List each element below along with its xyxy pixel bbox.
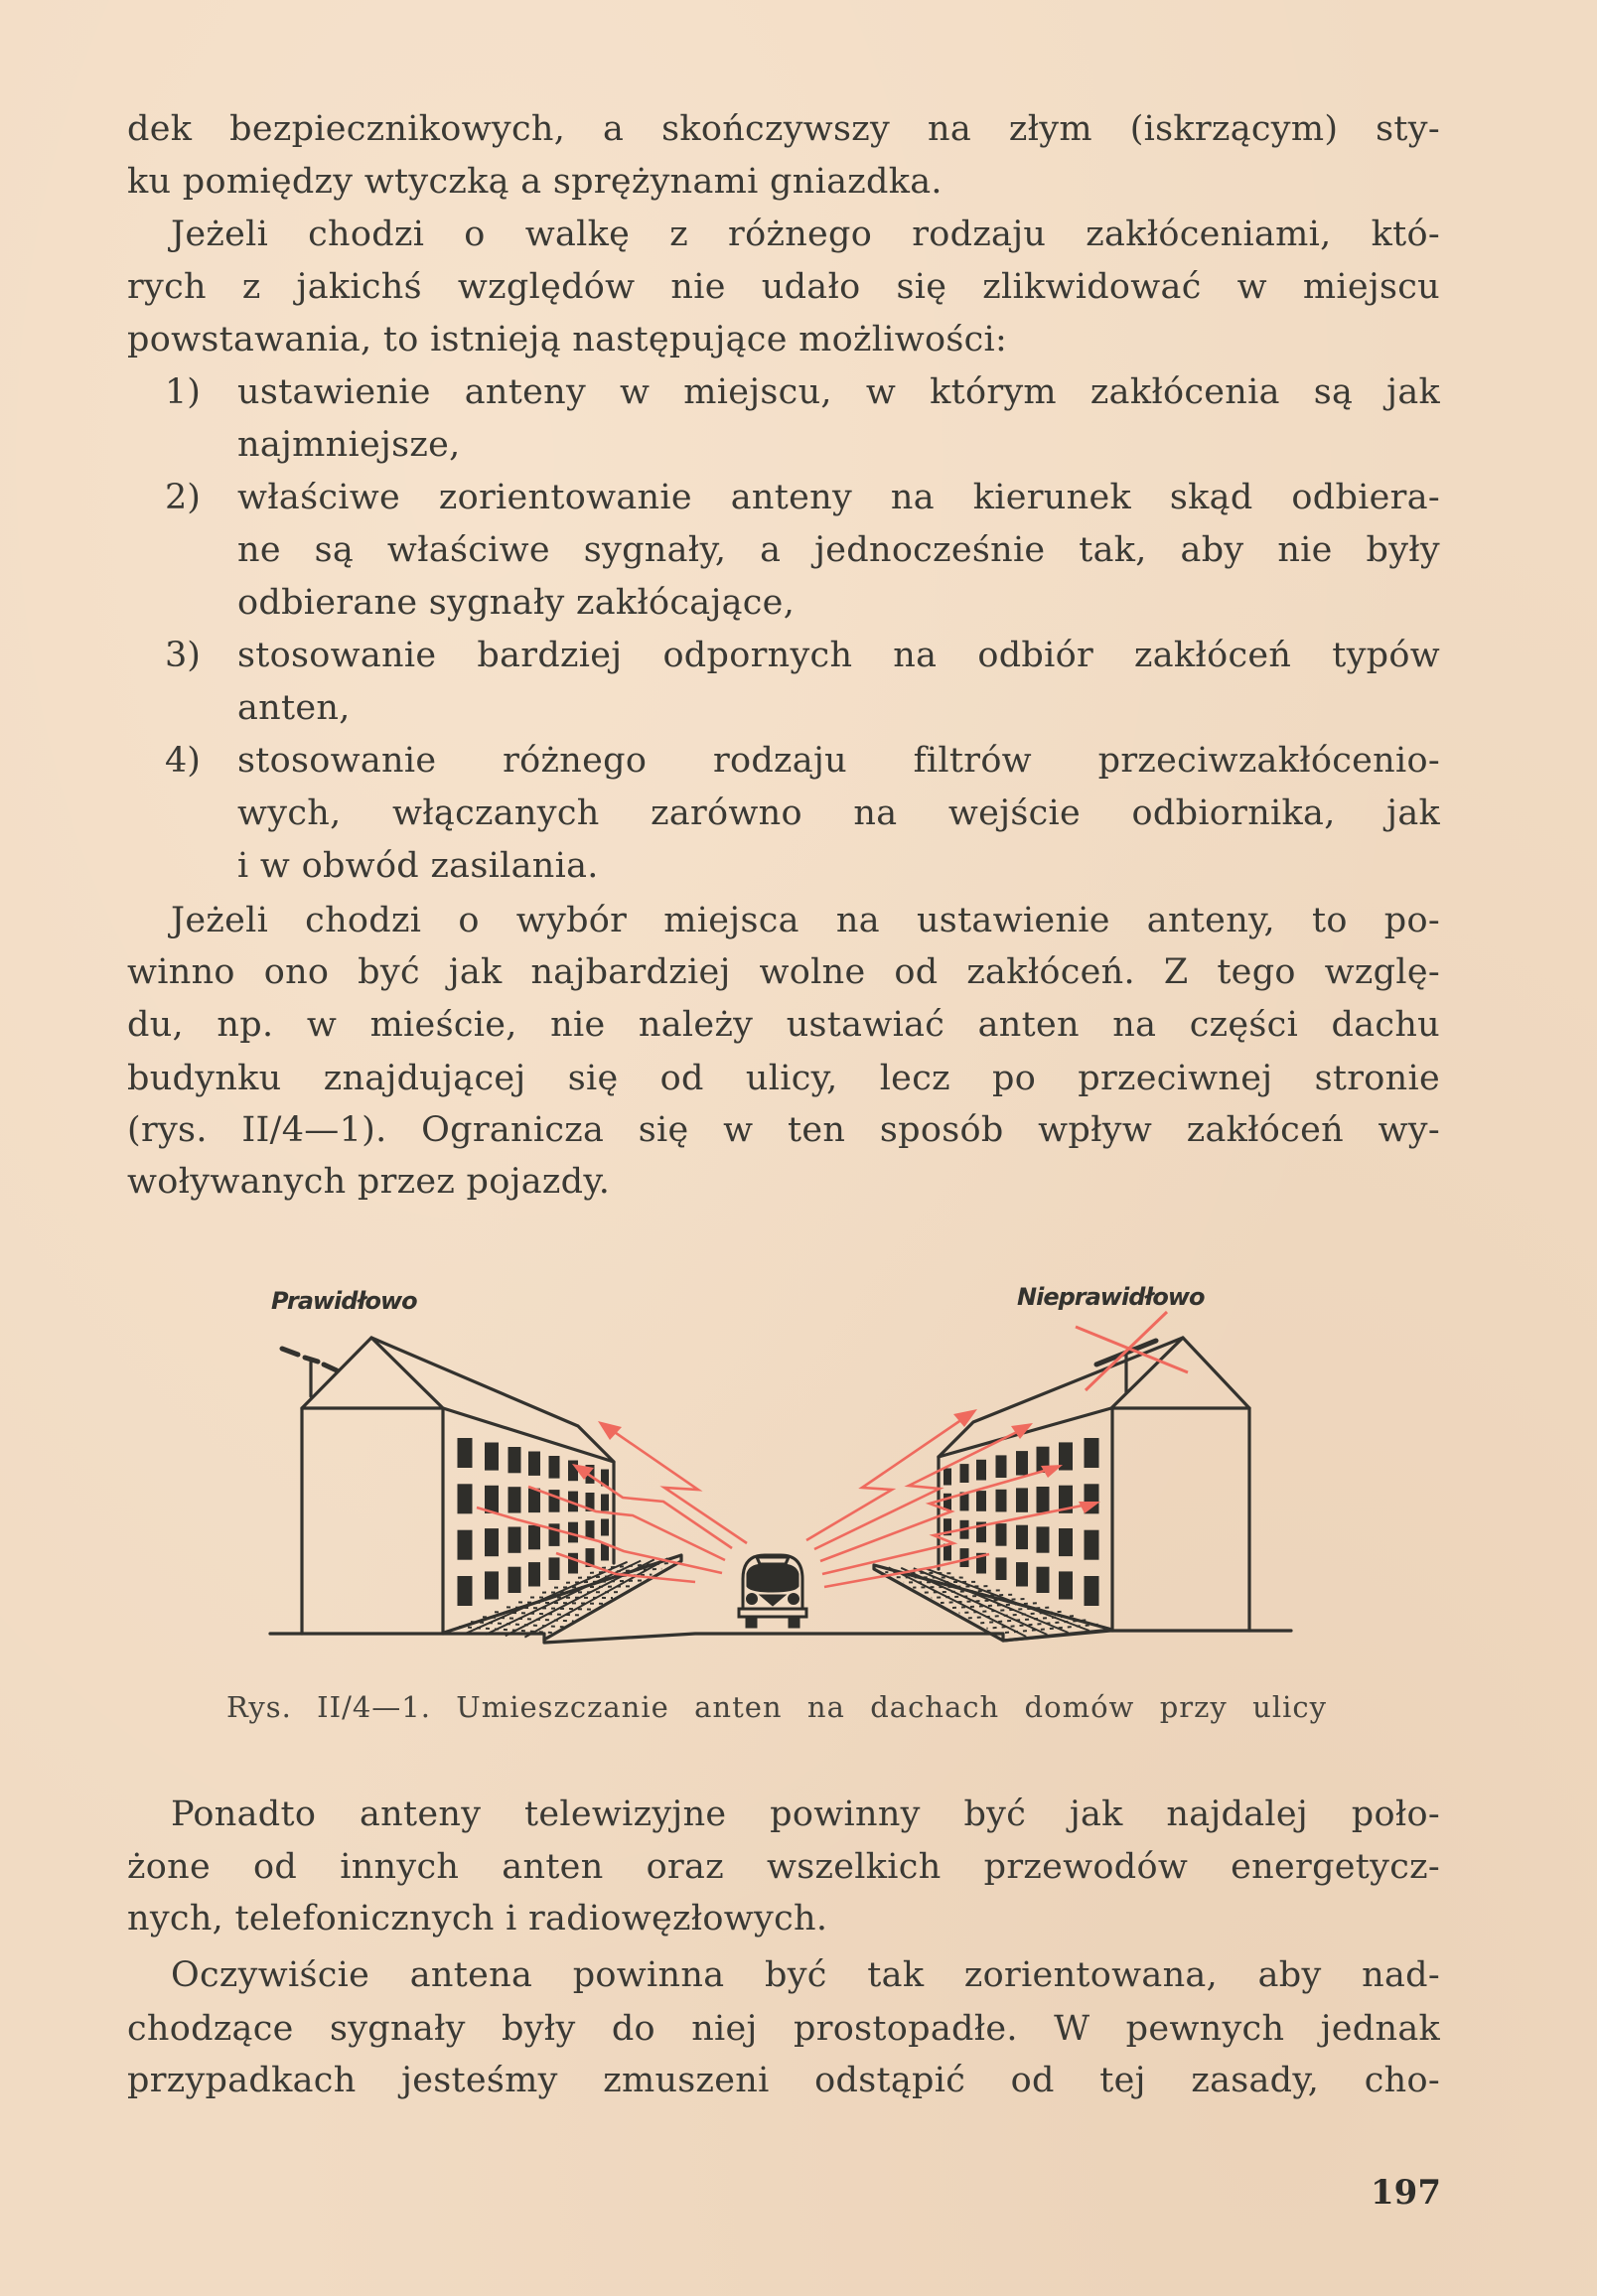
window [1085,1530,1099,1560]
text-line: budynku znajdującej się od ulicy, lecz po przeciwnej stronie [127,1059,1440,1098]
text-line: ku pomiędzy wtyczką a sprężynami gniazdka. [127,162,943,202]
cobble-col [554,1586,633,1587]
window [549,1490,560,1512]
list-item-line: i w obwód zasilania. [237,846,599,886]
window [528,1489,540,1512]
list-item-line: wych, włączanych zarówno na wejście odbiornika, jak [237,793,1440,833]
window [568,1553,578,1574]
window [549,1523,560,1546]
paragraph-first-line: Oczywiście antena powinna być tak zorientowana, aby nad- [171,1955,1440,1995]
ground-line [270,1631,1291,1643]
text-line: winno ono być jak najbardziej wolne od zakłóceń. Z tego wzglę- [127,952,1440,992]
window [996,1523,1007,1546]
text-line: powstawania, to istnieją następujące możliwości: [127,320,1008,359]
text-line: nych, telefonicznych i radiowęzłowych. [127,1899,828,1938]
window [960,1464,969,1483]
text-line: rych z jakichś względów nie udało się zlikwidować w miejscu [127,267,1440,307]
window [485,1571,499,1599]
page-number: 197 [1371,2173,1441,2213]
window [485,1528,499,1556]
window [1059,1571,1073,1599]
window [458,1484,473,1513]
list-item-line: właściwe zorientowanie anteny na kierunek skąd odbiera- [237,478,1440,517]
window [508,1567,521,1593]
window [528,1525,540,1549]
window [996,1557,1007,1580]
window [485,1443,499,1471]
list-number: 4) [165,741,201,781]
cobble-col [530,1598,613,1599]
text-line: żone od innych anten oraz wszelkich przewodów energetycz- [127,1847,1440,1887]
window [458,1576,473,1606]
window [508,1447,521,1473]
list-item-line: ne są właściwe sygnały, a jednocześnie tak, aby nie były [237,530,1440,570]
window [996,1455,1007,1478]
window [1016,1451,1028,1475]
window [601,1519,609,1536]
text-line: przypadkach jesteśmy zmuszeni odstąpić od tej zasady, cho- [127,2061,1440,2100]
window [976,1491,986,1511]
window [601,1544,609,1561]
window [976,1460,986,1481]
window [601,1495,609,1511]
paragraph-first-line: Jeżeli chodzi o walkę z różnego rodzaju zakłóceniami, któ- [171,215,1440,254]
window [1037,1487,1050,1512]
text-line: du, np. w mieście, nie należy ustawiać anten na części dachu [127,1005,1440,1045]
text-line: dek bezpiecznikowych, a skończywszy na złym (iskrzącym) sty- [127,109,1440,149]
window [1085,1438,1099,1468]
list-number: 2) [165,478,201,517]
window [1016,1488,1028,1511]
list-item-line: najmniejsze, [237,425,461,465]
window [944,1469,951,1486]
window [1016,1525,1028,1549]
window [458,1438,473,1468]
list-item-line: stosowanie bardziej odpornych na odbiór zakłóceń typów [237,636,1440,675]
list-item-line: stosowanie różnego rodzaju filtrów przeciwzakłócenio- [237,741,1440,781]
figure-caption: Rys. II/4—1. Umieszczanie anten na dachach domów przy ulicy [226,1690,1327,1724]
cobble-col [904,1582,975,1583]
label-incorrect: Nieprawidłowo [1017,1283,1205,1311]
window [528,1452,540,1476]
signal-ray-icon [477,1312,1188,1587]
text-line: woływanych przez pojazdy. [127,1162,611,1202]
window [1085,1576,1099,1606]
paragraph-first-line: Jeżeli chodzi o wybór miejsca na ustawienie anteny, to po- [171,901,1440,940]
window [1037,1567,1050,1593]
list-item-line: ustawienie anteny w miejscu, w którym zakłócenia są jak [237,372,1440,412]
text-line: (rys. II/4—1). Ogranicza się w ten sposób wpływ zakłóceń wy- [127,1110,1440,1150]
arrowhead [598,1421,622,1440]
label-correct: Prawidłowo [271,1287,417,1315]
window [508,1527,521,1553]
antenna-icon [282,1349,337,1396]
window [586,1520,595,1539]
window [1059,1528,1073,1556]
list-item-line: odbierane sygnały zakłócające, [237,583,796,623]
text-line: chodzące sygnały były do niej prostopadłe. W pewnych jednak [127,2009,1440,2049]
window [1037,1526,1050,1552]
window [528,1562,540,1586]
window [1016,1562,1028,1586]
cobble-col [566,1580,643,1582]
car-icon [739,1555,806,1627]
arrowhead [1041,1465,1063,1478]
window [549,1557,560,1580]
list-number: 3) [165,636,201,675]
cobble-col [518,1602,603,1603]
window [508,1487,521,1512]
window [996,1490,1007,1512]
window [568,1461,578,1482]
list-item-line: anten, [237,688,351,728]
window [549,1456,560,1479]
window [960,1548,969,1567]
list-number: 1) [165,372,201,412]
paragraph-first-line: Ponadto anteny telewizyjne powinny być jak najdalej poło- [171,1794,1440,1834]
cobble-col [913,1586,987,1587]
sidewalk-right [874,1565,1112,1641]
window [458,1530,473,1560]
